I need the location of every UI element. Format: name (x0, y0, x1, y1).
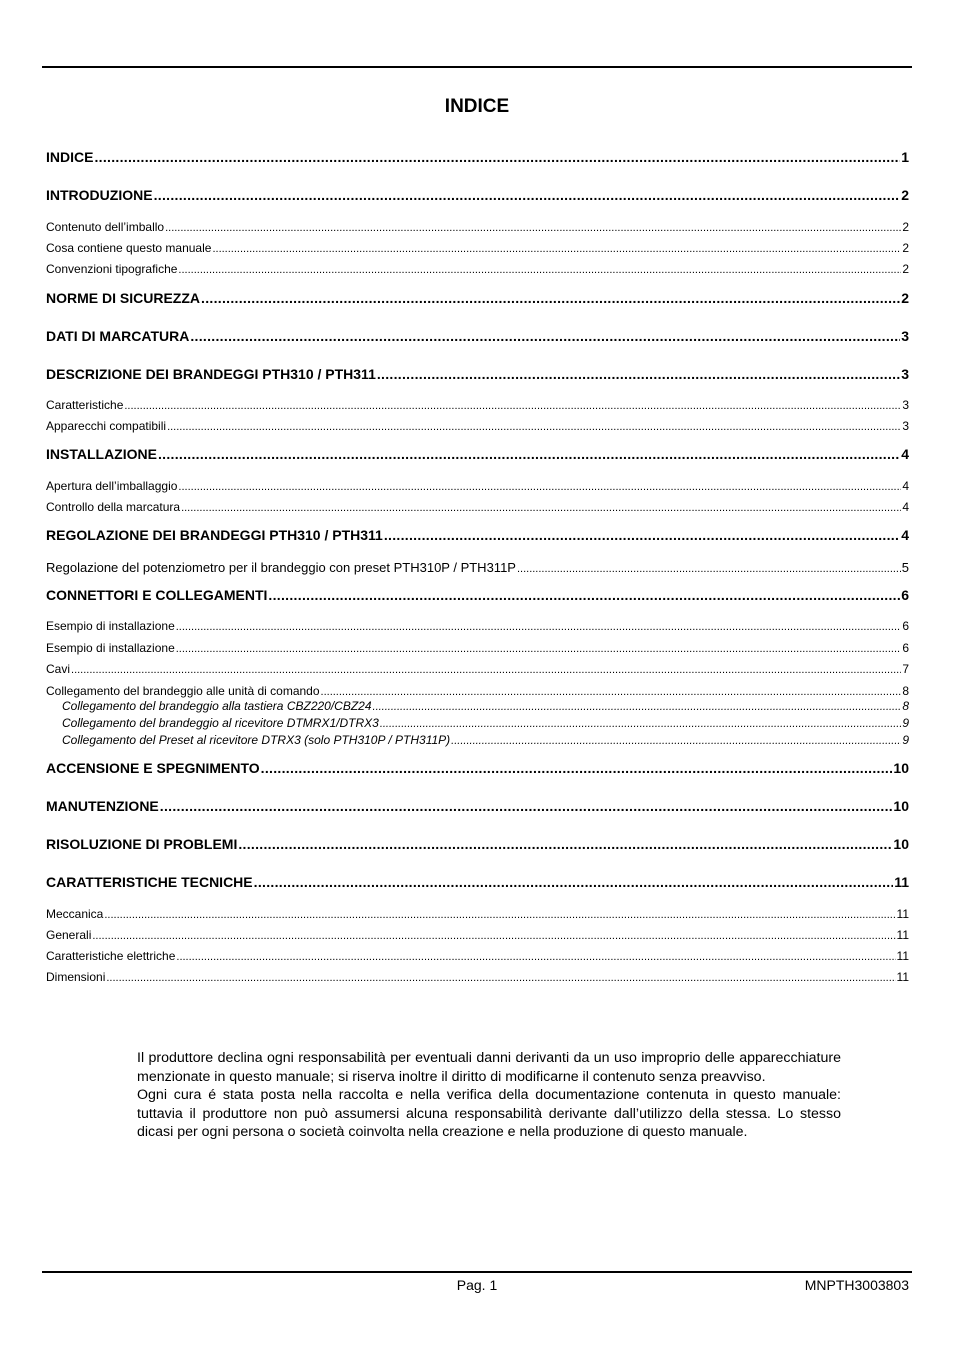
toc-entry[interactable] (46, 560, 909, 577)
toc-entry[interactable] (46, 398, 909, 414)
toc-entry[interactable] (46, 526, 909, 544)
disclaimer-notice (137, 1049, 841, 1142)
toc-entry[interactable] (46, 148, 909, 166)
toc-entry-page: 11 (896, 928, 909, 942)
toc-entry-page: 4 (901, 527, 909, 543)
toc-entry-page: 10 (893, 798, 909, 814)
toc-entry-label: INSTALLAZIONE (46, 446, 157, 462)
toc-entry[interactable] (46, 662, 909, 678)
toc-entry-page: 7 (902, 662, 909, 676)
document-code: MNPTH3003803 (804, 1277, 909, 1293)
toc-entry-page: 2 (901, 187, 909, 203)
toc-entry-label: Esempio di installazione (46, 619, 175, 633)
toc-entry[interactable] (62, 716, 909, 732)
toc-entry-label: REGOLAZIONE DEI BRANDEGGI PTH310 / PTH311 (46, 527, 383, 543)
toc-leader (181, 501, 901, 516)
toc-entry-page: 11 (896, 907, 909, 921)
toc-entry[interactable] (46, 907, 909, 923)
toc-leader (384, 526, 900, 544)
toc-entry[interactable] (62, 733, 909, 749)
toc-entry-label: RISOLUZIONE DI PROBLEMI (46, 836, 238, 852)
toc-leader (254, 873, 894, 891)
toc-entry-label: CARATTERISTICHE TECNICHE (46, 874, 253, 890)
toc-entry-label: Cavi (46, 662, 71, 676)
toc-entry[interactable] (46, 241, 909, 257)
toc-entry-page: 5 (901, 560, 909, 575)
toc-entry[interactable] (46, 479, 909, 495)
toc-entry[interactable] (46, 500, 909, 516)
toc-leader (178, 263, 901, 278)
toc-leader (167, 420, 901, 435)
toc-entry-label: Cosa contiene questo manuale (46, 241, 212, 255)
toc-entry-page: 10 (893, 836, 909, 852)
toc-entry-page: 4 (901, 446, 909, 462)
toc-entry-label: Collegamento del brandeggio al ricevitore DTMRX1/DTRX3 (62, 716, 379, 730)
toc-entry[interactable] (46, 759, 909, 777)
toc-entry[interactable] (46, 186, 909, 204)
toc-leader (94, 148, 900, 166)
toc-leader (104, 908, 895, 923)
toc-entry[interactable] (46, 327, 909, 345)
toc-entry-page: 2 (902, 262, 909, 276)
toc-leader (451, 734, 901, 749)
toc-leader (165, 221, 901, 236)
toc-entry[interactable] (46, 835, 909, 853)
toc-entry[interactable] (46, 220, 909, 236)
toc-leader (178, 480, 901, 495)
toc-leader (154, 186, 901, 204)
toc-entry-label: Dimensioni (46, 970, 106, 984)
toc-leader (201, 289, 900, 307)
toc-leader (380, 717, 902, 732)
toc-entry-page: 3 (902, 398, 909, 412)
toc-leader (92, 929, 895, 944)
toc-entry-page: 4 (902, 500, 909, 514)
toc-entry-page: 3 (901, 366, 909, 382)
toc-entry-label: CONNETTORI E COLLEGAMENTI (46, 587, 268, 603)
toc-entry-label: Regolazione del potenziometro per il brandeggio con preset PTH310P / PTH311P (46, 560, 516, 575)
toc-leader (176, 950, 895, 965)
toc-entry-page: 3 (901, 328, 909, 344)
toc-entry-page: 1 (901, 149, 909, 165)
toc-entry-page: 10 (893, 760, 909, 776)
toc-entry-page: 11 (896, 949, 909, 963)
toc-entry-label: Collegamento del brandeggio alla tastiera CBZ220/CBZ24 (62, 699, 372, 713)
toc-entry-label: Apparecchi compatibili (46, 419, 167, 433)
toc-entry[interactable] (46, 797, 909, 815)
toc-entry[interactable] (46, 365, 909, 383)
toc-entry-label: INDICE (46, 149, 94, 165)
toc-entry[interactable] (46, 445, 909, 463)
toc-entry-label: Convenzioni tipografiche (46, 262, 178, 276)
toc-entry-page: 6 (902, 619, 909, 633)
toc-entry-label: ACCENSIONE E SPEGNIMENTO (46, 760, 260, 776)
toc-leader (124, 399, 901, 414)
toc-entry[interactable] (46, 873, 909, 891)
toc-entry-page: 9 (902, 716, 909, 730)
toc-leader (517, 562, 901, 577)
toc-entry-label: NORME DI SICUREZZA (46, 290, 200, 306)
toc-leader (261, 759, 893, 777)
toc-leader (238, 835, 892, 853)
toc-entry[interactable] (46, 289, 909, 307)
toc-leader (377, 365, 900, 383)
toc-leader (176, 620, 902, 635)
toc-entry-page: 8 (902, 699, 909, 713)
toc-entry-page: 11 (896, 970, 909, 984)
toc-leader (212, 242, 901, 257)
toc-entry-page: 6 (902, 641, 909, 655)
toc-leader (321, 685, 902, 700)
toc-entry[interactable] (62, 699, 909, 715)
toc-leader (176, 642, 902, 657)
toc-leader (71, 663, 901, 678)
toc-entry-label: Collegamento del Preset al ricevitore DTRX3 (solo PTH310P / PTH311P) (62, 733, 451, 747)
toc-entry-label: Esempio di installazione (46, 641, 175, 655)
toc-entry-label: Apertura dell’imballaggio (46, 479, 178, 493)
toc-entry[interactable] (46, 586, 909, 604)
toc-entry-label: DATI DI MARCATURA (46, 328, 190, 344)
toc-entry-page: 6 (901, 587, 909, 603)
toc-entry-page: 8 (902, 684, 909, 698)
toc-entry[interactable] (46, 619, 909, 635)
toc-entry-label: Caratteristiche (46, 398, 124, 412)
toc-leader (158, 445, 900, 463)
toc-leader (268, 586, 900, 604)
toc-entry-label: DESCRIZIONE DEI BRANDEGGI PTH310 / PTH311 (46, 366, 376, 382)
toc-entry-page: 9 (902, 733, 909, 747)
disclaimer-paragraph: Ogni cura é stata posta nella raccolta e nella verifica della documentazione contenuta in questo manuale: tuttavia il produttore non può assumersi alcuna responsabilità derivante dall’utilizzo della stessa. Lo stesso dicasi per ogni persona o società coinvolta nella creazione e nella produzione di questo manuale. (137, 1087, 841, 1141)
toc-entry-label: INTRODUZIONE (46, 187, 153, 203)
page-number: Pag. 1 (456, 1277, 498, 1293)
toc-entry-page: 2 (902, 241, 909, 255)
toc-leader (106, 971, 895, 986)
toc-entry-label: Controllo della marcatura (46, 500, 181, 514)
toc-entry-page: 11 (894, 874, 909, 890)
toc-entry-page: 2 (901, 290, 909, 306)
toc-entry-label: MANUTENZIONE (46, 798, 159, 814)
header-rule (42, 66, 912, 68)
toc-entry-label: Collegamento del brandeggio alle unità di comando (46, 684, 320, 698)
toc-entry[interactable] (46, 928, 909, 944)
toc-entry[interactable] (46, 419, 909, 435)
toc-entry[interactable] (46, 262, 909, 278)
toc-entry[interactable] (46, 641, 909, 657)
toc-entry[interactable] (46, 970, 909, 986)
toc-leader (160, 797, 893, 815)
footer-rule (42, 1271, 912, 1273)
toc-entry-label: Meccanica (46, 907, 104, 921)
toc-entry[interactable] (46, 684, 909, 700)
toc-entry-page: 2 (902, 220, 909, 234)
disclaimer-paragraph: Il produttore declina ogni responsabilità per eventuali danni derivanti da un uso improprio delle apparecchiature menzionate in questo manuale; si riserva inoltre il diritto di modificarne il contenuto senza preavviso. (137, 1050, 841, 1085)
toc-entry-label: Caratteristiche elettriche (46, 949, 176, 963)
toc-entry-page: 4 (902, 479, 909, 493)
toc-leader (373, 700, 902, 715)
toc-leader (190, 327, 900, 345)
page-title: INDICE (444, 96, 510, 117)
toc-entry-page: 3 (902, 419, 909, 433)
toc-entry-label: Contenuto dell’imballo (46, 220, 165, 234)
toc-entry-label: Generali (46, 928, 92, 942)
toc-entry[interactable] (46, 949, 909, 965)
